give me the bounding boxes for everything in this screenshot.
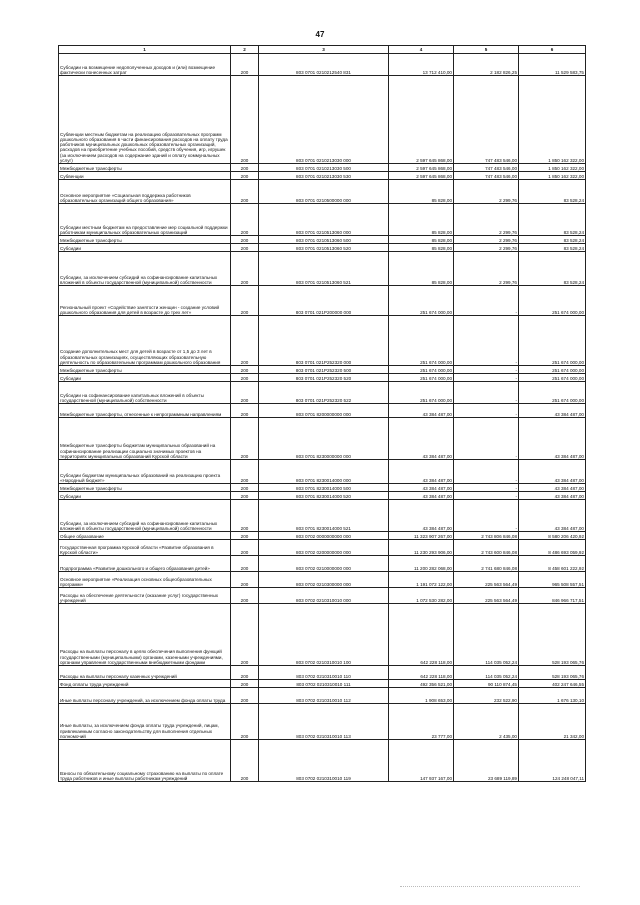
row-approved: 11 230 293 906,00	[389, 540, 454, 556]
row-unexecuted: 251 674 000,00	[519, 366, 586, 374]
row-approved: 642 228 118,00	[389, 604, 454, 666]
row-approved: 492 356 521,00	[389, 680, 454, 688]
row-kbk: 803 0701 021P252320 522	[259, 382, 389, 404]
row-kbk: 803 0701 0210213030 530	[259, 172, 389, 180]
row-approved: 642 228 118,00	[389, 666, 454, 680]
row-kbk: 803 0701 8230014000 500	[259, 484, 389, 492]
row-unexecuted: 8 486 693 059,92	[519, 540, 586, 556]
row-kbk: 803 0701 0210500000 000	[259, 180, 389, 204]
row-code: 200	[231, 164, 259, 172]
row-kbk: 803 0701 021P252320 000	[259, 316, 389, 366]
row-executed: 2 743 600 846,08	[454, 540, 519, 556]
table-row	[59, 374, 586, 382]
row-name: Фонд оплаты труда учреждений	[59, 680, 231, 688]
row-name: Субсидии на софинансирование капитальных вложений в объекты государственной (муниципальной) собственности	[59, 382, 231, 404]
table-row	[59, 588, 586, 604]
row-unexecuted: 8 458 601 222,92	[519, 556, 586, 572]
table-row	[59, 740, 586, 782]
column-header: 4	[389, 46, 454, 54]
row-kbk: 803 0702 0000000000 000	[259, 532, 389, 540]
row-code: 200	[231, 680, 259, 688]
row-kbk: 803 0702 0210310010 119	[259, 740, 389, 782]
row-name: Субсидии, за исключением субсидий на софинансирование капитальных вложений в объекты государственной (муниципальной) собственности	[59, 500, 231, 532]
row-code: 200	[231, 588, 259, 604]
row-unexecuted: 251 674 000,00	[519, 316, 586, 366]
row-kbk: 803 0702 0200000000 000	[259, 540, 389, 556]
row-unexecuted: 43 384 487,00	[519, 500, 586, 532]
table-row	[59, 572, 586, 588]
row-unexecuted: 83 528,24	[519, 236, 586, 244]
row-name: Государственная программа Курской области «Развитие образования в Курской области»	[59, 540, 231, 556]
row-executed: 225 563 564,49	[454, 572, 519, 588]
row-approved: 43 384 487,00	[389, 484, 454, 492]
row-code: 200	[231, 532, 259, 540]
row-executed: -	[454, 404, 519, 418]
row-name: Субсидии	[59, 374, 231, 382]
row-code: 200	[231, 374, 259, 382]
table-row	[59, 54, 586, 76]
row-executed: -	[454, 484, 519, 492]
table-row	[59, 666, 586, 680]
table-row	[59, 236, 586, 244]
row-name: Основное мероприятие «Социальная поддержка работников образовательных организаций общего образования»	[59, 180, 231, 204]
row-unexecuted: 1 850 162 322,00	[519, 172, 586, 180]
row-approved: 251 674 000,00	[389, 286, 454, 316]
table-row	[59, 244, 586, 252]
row-name: Субсидии, за исключением субсидий на софинансирование капитальных вложений в объекты государственной (муниципальной) собственности	[59, 252, 231, 286]
row-code: 200	[231, 540, 259, 556]
row-approved: 11 200 282 068,00	[389, 556, 454, 572]
row-code: 200	[231, 666, 259, 680]
row-approved: 2 597 645 868,00	[389, 172, 454, 180]
row-executed: 114 035 052,24	[454, 666, 519, 680]
row-executed: 90 110 874,45	[454, 680, 519, 688]
row-executed: -	[454, 316, 519, 366]
row-code: 200	[231, 460, 259, 484]
header-row	[59, 46, 586, 54]
row-name: Иные выплаты, за исключением фонда оплаты труда учреждений, лицам, привлекаемым согласно законодательству для выполнения отдельных полномочий	[59, 704, 231, 740]
row-approved: 85 828,00	[389, 244, 454, 252]
row-kbk: 803 0701 0210213030 000	[259, 76, 389, 164]
row-name: Межбюджетные трансферты бюджетам муниципальных образований на софинансирование реализации социально значимых проектов на территориях муниципальных образований Курской области	[59, 418, 231, 460]
row-approved: 43 384 487,00	[389, 460, 454, 484]
row-code: 200	[231, 252, 259, 286]
row-approved: 11 323 907 267,00	[389, 532, 454, 540]
row-name: Взносы по обязательному социальному страхованию на выплаты по оплате труда работников и иные выплаты работникам учреждений	[59, 740, 231, 782]
table-row	[59, 286, 586, 316]
bottom-scan-artifact	[400, 886, 580, 891]
row-unexecuted: 528 193 065,76	[519, 666, 586, 680]
row-executed: -	[454, 418, 519, 460]
row-executed: 2 299,76	[454, 236, 519, 244]
row-executed: 2 299,76	[454, 180, 519, 204]
row-executed: 747 483 546,00	[454, 164, 519, 172]
row-unexecuted: 83 528,24	[519, 244, 586, 252]
column-header: 3	[259, 46, 389, 54]
table-row	[59, 500, 586, 532]
row-name: Субвенции	[59, 172, 231, 180]
row-name: Межбюджетные трансферты	[59, 366, 231, 374]
row-unexecuted: 124 248 047,11	[519, 740, 586, 782]
row-unexecuted: 43 384 487,00	[519, 484, 586, 492]
row-approved: 23 777,00	[389, 704, 454, 740]
table-row	[59, 180, 586, 204]
row-executed: -	[454, 460, 519, 484]
table-row	[59, 172, 586, 180]
table-row	[59, 382, 586, 404]
row-code: 200	[231, 244, 259, 252]
row-kbk: 803 0702 0210310010 113	[259, 704, 389, 740]
table-row	[59, 76, 586, 164]
row-kbk: 803 0702 0210300000 000	[259, 572, 389, 588]
row-code: 200	[231, 54, 259, 76]
table-row	[59, 540, 586, 556]
row-name: Субсидии	[59, 492, 231, 500]
row-name: Субсидии	[59, 244, 231, 252]
row-code: 200	[231, 180, 259, 204]
row-kbk: 803 0701 0210513060 000	[259, 204, 389, 236]
row-kbk: 803 0701 021P200000 000	[259, 286, 389, 316]
row-code: 200	[231, 704, 259, 740]
row-executed: 23 689 119,89	[454, 740, 519, 782]
row-executed: 2 741 680 846,08	[454, 556, 519, 572]
row-unexecuted: 83 528,24	[519, 204, 586, 236]
row-unexecuted: 8 580 206 420,92	[519, 532, 586, 540]
table-row	[59, 460, 586, 484]
row-unexecuted: 21 342,00	[519, 704, 586, 740]
row-name: Межбюджетные трансферты	[59, 164, 231, 172]
row-executed: -	[454, 382, 519, 404]
row-approved: 1 908 653,00	[389, 688, 454, 704]
row-unexecuted: 83 528,24	[519, 180, 586, 204]
row-name: Региональный проект «Содействие занятости женщин - создание условий дошкольного образования для детей в возрасте до трех лет»	[59, 286, 231, 316]
table-row	[59, 532, 586, 540]
row-approved: 85 828,00	[389, 180, 454, 204]
row-unexecuted: 11 529 583,75	[519, 54, 586, 76]
row-name: Субсидии местным бюджетам на предоставление мер социальной поддержки работникам муниципальных образовательных организаций	[59, 204, 231, 236]
row-code: 200	[231, 204, 259, 236]
row-name: Субсидии бюджетам муниципальных образований на реализацию проекта «Народный бюджет»	[59, 460, 231, 484]
row-name: Расходы на выплаты персоналу казенных учреждений	[59, 666, 231, 680]
row-kbk: 803 0701 0210213030 500	[259, 164, 389, 172]
row-unexecuted: 43 384 487,00	[519, 404, 586, 418]
row-executed: -	[454, 492, 519, 500]
row-executed: 2 299,76	[454, 244, 519, 252]
row-code: 200	[231, 286, 259, 316]
row-name: Расходы на выплаты персоналу в целях обеспечения выполнения функций государственными (муниципальными) органами, казенными учреждениями, органами управления государственными внебюджетными фондами	[59, 604, 231, 666]
row-kbk: 803 0701 0210513060 520	[259, 244, 389, 252]
table-row	[59, 204, 586, 236]
row-code: 200	[231, 366, 259, 374]
row-code: 200	[231, 604, 259, 666]
table-row	[59, 484, 586, 492]
row-kbk: 803 0701 8230014000 521	[259, 500, 389, 532]
row-executed: 2 299,76	[454, 252, 519, 286]
row-code: 200	[231, 418, 259, 460]
row-unexecuted: 251 674 000,00	[519, 382, 586, 404]
table-row	[59, 418, 586, 460]
row-approved: 147 937 167,00	[389, 740, 454, 782]
row-name: Расходы на обеспечение деятельности (оказание услуг) государственных учреждений	[59, 588, 231, 604]
row-approved: 85 828,00	[389, 252, 454, 286]
row-executed: 114 035 052,24	[454, 604, 519, 666]
table-row	[59, 680, 586, 688]
row-kbk: 803 0702 0210310010 100	[259, 604, 389, 666]
row-unexecuted: 965 508 557,51	[519, 572, 586, 588]
row-approved: 2 597 645 868,00	[389, 76, 454, 164]
table-row	[59, 252, 586, 286]
row-approved: 251 674 000,00	[389, 366, 454, 374]
column-header: 1	[59, 46, 231, 54]
row-kbk: 803 0701 0210513060 500	[259, 236, 389, 244]
row-executed: 2 299,76	[454, 204, 519, 236]
row-code: 200	[231, 484, 259, 492]
row-executed: -	[454, 500, 519, 532]
table-row	[59, 704, 586, 740]
row-kbk: 803 0702 0210310010 110	[259, 666, 389, 680]
column-header: 5	[454, 46, 519, 54]
row-executed: -	[454, 286, 519, 316]
row-code: 200	[231, 556, 259, 572]
row-approved: 13 712 410,00	[389, 54, 454, 76]
row-executed: -	[454, 374, 519, 382]
table-row	[59, 604, 586, 666]
row-executed: -	[454, 366, 519, 374]
row-name: Иные выплаты персоналу учреждений, за исключением фонда оплаты труда	[59, 688, 231, 704]
table-row	[59, 404, 586, 418]
column-header: 6	[519, 46, 586, 54]
row-approved: 1 072 530 282,00	[389, 588, 454, 604]
row-code: 200	[231, 572, 259, 588]
row-approved: 251 674 000,00	[389, 316, 454, 366]
table-row	[59, 492, 586, 500]
row-unexecuted: 528 193 065,76	[519, 604, 586, 666]
column-header: 2	[231, 46, 259, 54]
row-name: Субсидии на возмещение недополученных доходов и (или) возмещение фактически понесенных затрат	[59, 54, 231, 76]
row-code: 200	[231, 316, 259, 366]
row-executed: 747 483 546,00	[454, 172, 519, 180]
row-code: 200	[231, 236, 259, 244]
row-name: Общее образование	[59, 532, 231, 540]
row-kbk: 803 0702 0210310010 000	[259, 588, 389, 604]
row-name: Субвенции местным бюджетам на реализацию образовательных программ дошкольного образования в части финансирования расходов на оплату труда работников муниципальных дошкольных образовательных организаций, расходов на приобретение учебных пособий, средств обучения, игр, игрушек (за исключением расходов на содержание зданий и оплату коммунальных услуг)	[59, 76, 231, 164]
row-name: Межбюджетные трансферты	[59, 236, 231, 244]
row-approved: 2 597 645 868,00	[389, 164, 454, 172]
row-kbk: 803 0702 0210310010 112	[259, 688, 389, 704]
row-name: Межбюджетные трансферты	[59, 484, 231, 492]
row-approved: 1 191 072 122,00	[389, 572, 454, 588]
row-code: 200	[231, 76, 259, 164]
row-unexecuted: 43 384 487,00	[519, 418, 586, 460]
row-executed: 225 563 564,49	[454, 588, 519, 604]
row-approved: 43 384 487,00	[389, 500, 454, 532]
row-code: 200	[231, 500, 259, 532]
budget-table	[58, 45, 586, 782]
row-unexecuted: 251 674 000,00	[519, 286, 586, 316]
row-code: 200	[231, 688, 259, 704]
row-kbk: 803 0701 021P252320 500	[259, 366, 389, 374]
row-executed: 2 182 826,25	[454, 54, 519, 76]
row-kbk: 803 0701 0210513060 521	[259, 252, 389, 286]
row-unexecuted: 43 384 487,00	[519, 492, 586, 500]
row-kbk: 803 0701 8230014000 000	[259, 460, 389, 484]
row-unexecuted: 1 850 162 322,00	[519, 164, 586, 172]
row-name: Основное мероприятие «Реализация основных общеобразовательных программ»	[59, 572, 231, 588]
row-unexecuted: 43 384 487,00	[519, 460, 586, 484]
row-kbk: 803 0701 8230000000 000	[259, 418, 389, 460]
row-name: Создание дополнительных мест для детей в возрасте от 1,5 до 3 лет в образовательных организациях, осуществляющих образовательную деятельность по образовательным программам дошкольного образования	[59, 316, 231, 366]
row-executed: 2 743 806 846,08	[454, 532, 519, 540]
table-row	[59, 164, 586, 172]
row-approved: 85 828,00	[389, 204, 454, 236]
row-approved: 43 384 487,00	[389, 418, 454, 460]
row-name: Межбюджетные трансферты, отнесенные к непрограммным направлениям	[59, 404, 231, 418]
page-number: 47	[315, 30, 325, 39]
table-row	[59, 688, 586, 704]
row-code: 200	[231, 382, 259, 404]
row-executed: 232 522,90	[454, 688, 519, 704]
table-row	[59, 316, 586, 366]
row-approved: 251 674 000,00	[389, 374, 454, 382]
row-approved: 43 384 487,00	[389, 492, 454, 500]
row-kbk: 803 0702 0210000000 000	[259, 556, 389, 572]
row-unexecuted: 846 966 717,51	[519, 588, 586, 604]
row-unexecuted: 1 850 162 322,00	[519, 76, 586, 164]
row-approved: 85 828,00	[389, 236, 454, 244]
row-kbk: 803 0701 0210212540 831	[259, 54, 389, 76]
row-executed: 747 483 546,00	[454, 76, 519, 164]
row-code: 200	[231, 172, 259, 180]
row-approved: 43 384 487,00	[389, 404, 454, 418]
row-executed: 2 435,00	[454, 704, 519, 740]
row-name: Подпрограмма «Развитие дошкольного и общего образования детей»	[59, 556, 231, 572]
row-unexecuted: 83 528,24	[519, 252, 586, 286]
row-kbk: 803 0701 021P252320 520	[259, 374, 389, 382]
row-unexecuted: 402 247 646,55	[519, 680, 586, 688]
row-kbk: 803 0702 0210310010 111	[259, 680, 389, 688]
table-row	[59, 556, 586, 572]
row-approved: 251 674 000,00	[389, 382, 454, 404]
row-code: 200	[231, 492, 259, 500]
table-row	[59, 366, 586, 374]
row-code: 200	[231, 740, 259, 782]
row-unexecuted: 251 674 000,00	[519, 374, 586, 382]
row-unexecuted: 1 676 130,10	[519, 688, 586, 704]
row-kbk: 803 0701 8230014000 520	[259, 492, 389, 500]
row-kbk: 803 0701 8200000000 000	[259, 404, 389, 418]
row-code: 200	[231, 404, 259, 418]
